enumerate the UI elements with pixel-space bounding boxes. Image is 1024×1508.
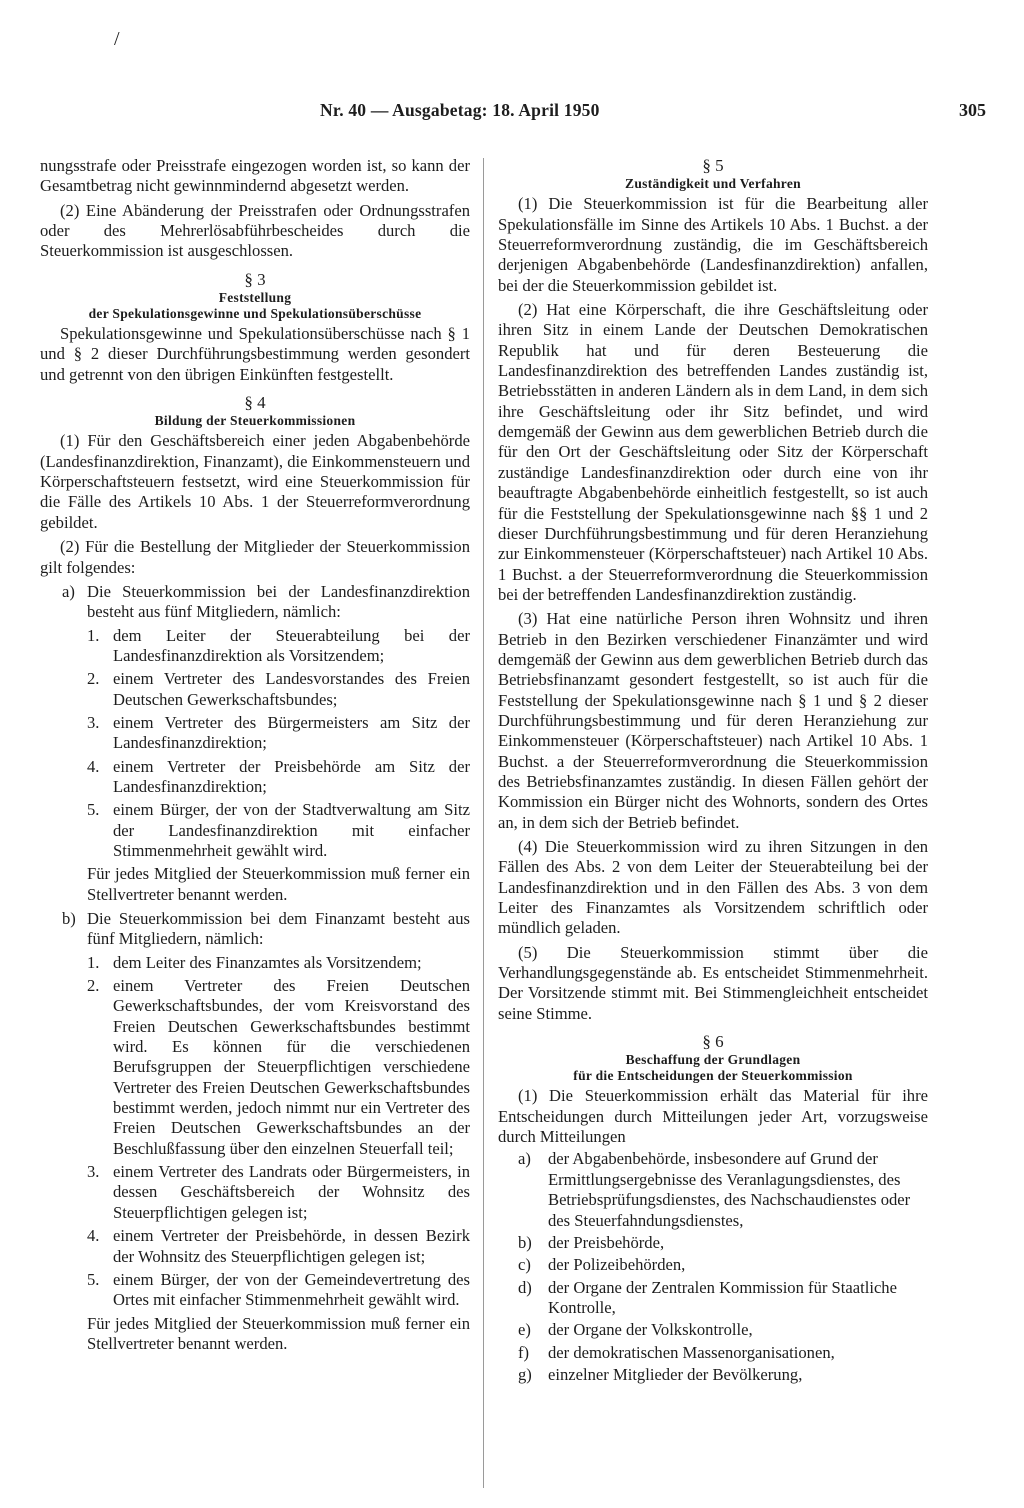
sub-label: 3. [87,712,100,732]
sub-label: 4. [87,1226,100,1246]
list-label: a) [62,581,75,601]
sub-item [87,976,470,1159]
sub-item [87,1270,470,1311]
sub-list [40,953,470,1311]
right-column [498,156,928,1385]
margin-mark: / [114,28,120,50]
section-heading-line: Feststellung [218,290,292,306]
list-label: b) [62,909,76,928]
list-item [518,1255,928,1275]
sub-item [87,626,470,667]
sub-text: dem Leiter des Finanzamtes als Vorsitzendem; [113,952,422,972]
list-text: der Polizeibehörden, [548,1255,686,1275]
sub-label: 5. [87,1269,100,1289]
column-divider [483,158,484,1488]
sub-item [87,757,470,798]
sub-label: 1. [87,625,100,645]
sub-text: einem Vertreter der Preisbehörde, in dessen Bezirk der Wohnsitz des Steuerpflichtigen gelegen ist; [113,1226,470,1266]
section-heading-line: für die Entscheidungen der Steuerkommission [573,1068,853,1084]
list-item [40,909,470,950]
sub-text: einem Vertreter des Bürgermeisters am Sitz der Landesfinanzdirektion; [113,712,470,753]
list-text: der Organe der Zentralen Kommission für Staatliche Kontrolle, [548,1277,897,1317]
list-note: Für jedes Mitglied der Steuerkommission muß ferner ein Stellvertreter benannt werden. [87,864,470,904]
section-number: § 3 [244,269,266,289]
sub-label: 2. [87,976,100,996]
list-text: Die Steuerkommission bei der Landesfinanzdirektion besteht aus fünf Mitgliedern, nämlich: [87,581,470,622]
paragraph: (2) Eine Abänderung der Preisstrafen oder Ordnungsstrafen oder des Mehrerlösabführbescheides durch die Steuerkommission ist ausgeschlossen. [40,200,470,261]
sub-label: 1. [87,952,100,972]
paragraph: (3) Hat eine natürliche Person ihren Wohnsitz und ihren Betrieb in den Bezirken verschiedener Finanzämter und wird demgemäß der Gewinn aus dem gewerblichen Betrieb durch das Betriebsfinanzamt gesondert festgestellt, so ist auch für die Feststellung der Spekulationsgewinne nach § 1 und § 2 dieser Durchführungsbestimmung und für deren Heranziehung zur Einkommensteuer (Körperschaftsteuer) nach Artikel 10 Abs. 1 Buchst. a der Steuerreformverordnung die Steuerkommission des Betriebsfinanzamtes zuständig. In diesen Fällen gehört der Kommission ein Bürger nicht des Wohnorts, sondern des Ortes an, in dem sich der Betrieb befindet. [498,609,928,832]
sub-label: 3. [87,1162,100,1182]
sub-text: einem Vertreter des Landesvorstandes des Freien Deutschen Gewerkschaftsbundes; [113,669,470,709]
list-text: Die Steuerkommission bei dem Finanzamt besteht aus fünf Mitgliedern, nämlich: [87,909,470,949]
list-label: b) [518,1232,532,1252]
paragraph: (5) Die Steuerkommission stimmt über die Verhandlungsgegenstände ab. Es entscheidet Stimmenmehrheit. Der Vorsitzende stimmt mit. Bei Stimmengleichheit entscheidet seine Stimme. [498,942,928,1023]
sub-item [87,800,470,861]
list-label: c) [518,1255,531,1275]
list-item [518,1149,928,1230]
page-header [320,100,986,130]
section-heading: Zuständigkeit und Verfahren [625,176,801,192]
section-heading [40,290,470,322]
list-item [518,1343,928,1363]
section-heading-line: Beschaffung der Grundlagen [625,1052,801,1068]
list-item [518,1278,928,1319]
list-text: der demokratischen Massenorganisationen, [548,1342,835,1362]
continued-paragraph: nungsstrafe oder Preisstrafe eingezogen worden ist, so kann der Gesamtbetrag nicht gewinnmindernd abgesetzt werden. [40,156,470,196]
section-heading-line: der Spekulationsgewinne und Spekulationsüberschüsse [88,306,422,322]
sub-text: einem Vertreter des Freien Deutschen Gewerkschaftsbundes, der vom Kreisvorstand des Freien Deutschen Gewerkschaftsbundes bestimmt wird. Es können für die verschiedenen Berufsgruppen der Steuerpflichtigen verschiedene Vertreter des Freien Deutschen Gewerkschaftsbundes bestimmt werden, jedoch nimmt nur ein Vertreter des Freien Deutschen Gewerkschaftsbundes an der Beschlußfassung über den einzelnen Steuerfall teil; [113,976,470,1158]
sub-text: einem Vertreter der Preisbehörde am Sitz der Landesfinanzdirektion; [113,756,470,796]
list-label: a) [518,1149,531,1169]
sub-list [40,626,470,862]
sub-label: 2. [87,669,100,689]
issue-title: Nr. 40 — Ausgabetag: 18. April 1950 [320,100,600,120]
list-label: e) [518,1320,531,1340]
list-text: der Preisbehörde, [548,1232,665,1252]
paragraph: (1) Die Steuerkommission ist für die Bearbeitung aller Spekulationsfälle im Sinne des Artikels 10 Abs. 1 Buchst. a der Steuerreformverordnung zuständig, die im Geschäftsbereich derjenigen Abgabenbehörde (Landesfinanzdirektion) anfallen, bei der die Steuerkommission gebildet ist. [498,194,928,295]
list-item [40,582,470,623]
sub-text: einem Bürger, der von der Stadtverwaltung am Sitz der Landesfinanzdirektion mit einfacher Stimmenmehrheit gewählt wird. [113,800,470,860]
list-note: Für jedes Mitglied der Steuerkommission muß ferner ein Stellvertreter benannt werden. [87,1313,470,1353]
sub-text: dem Leiter der Steuerabteilung bei der Landesfinanzdirektion als Vorsitzendem; [113,625,470,665]
list-item [518,1365,928,1385]
paragraph: (4) Die Steuerkommission wird zu ihren Sitzungen in den Fällen des Abs. 2 von dem Leiter der Steuerabteilung bei der Landesfinanzdirektion und in den Fällen des Abs. 3 von dem Leiter des Finanzamtes als Vorsitzendem schriftlich oder mündlich geladen. [498,837,928,938]
list-text: einzelner Mitglieder der Bevölkerung, [548,1364,803,1384]
paragraph: (2) Hat eine Körperschaft, die ihre Geschäftsleitung oder ihren Sitz in einem Lande der Deutschen Demokratischen Republik hat und für deren Besteuerung die Landesfinanzdirektion des betreffenden Landes zuständig ist, Betriebsstätten in anderen Ländern als in dem Land, in dem sich ihre Geschäftsleitung oder ihr Sitz befindet, und wird demgemäß der Gewinn aus dem gewerblichen Betrieb durch die für den Ort der Geschäftsleitung oder Sitz der Körperschaft zuständige Landesfinanzdirektion oder durch eine von ihr beauftragte Abgabenbehörde einheitlich festgestellt, so ist auch für die Feststellung der Spekulationsgewinne nach §§ 1 und 2 dieser Durchführungsbestimmung und für deren Heranziehung zur Einkommensteuer (Körperschaftsteuer) nach Artikel 10 Abs. 1 Buchst. a der Steuerreformverordnung die Steuerkommission bei der betreffenden Landesfinanzdirektion zuständig. [498,300,928,604]
list-label: g) [518,1364,532,1384]
left-column [40,156,470,1354]
sub-label: 5. [87,800,100,820]
section-number: § 5 [702,156,724,175]
list-label: d) [518,1277,532,1297]
sub-item [87,669,470,710]
section-number: § 4 [244,393,266,413]
paragraph: (2) Für die Bestellung der Mitglieder der Steuerkommission gilt folgendes: [40,537,470,577]
list-text: der Abgabenbehörde, insbesondere auf Grund der Ermittlungsergebnisse des Veranlagungsdienstes, des Betriebsprüfungsdienstes, des Nachschaudienstes oder des Steuerfahndungsdienstes, [548,1149,911,1230]
sub-item [87,953,470,973]
page-number: 305 [959,100,986,120]
paragraph: (1) Die Steuerkommission erhält das Material für ihre Entscheidungen durch Mitteilungen jeder Art, vorzugsweise durch Mitteilungen [498,1086,928,1147]
list-text: der Organe der Volkskontrolle, [548,1320,753,1340]
sub-label: 4. [87,756,100,776]
paragraph: (1) Für den Geschäftsbereich einer jeden Abgabenbehörde (Landesfinanzdirektion, Finanzamt), die Einkommensteuern und Körperschaftsteuern festsetzt, wird eine Steuerkommission für die Fälle des Artikels 10 Abs. 1 der Steuerreformverordnung gebildet. [40,431,470,532]
sub-item [87,1162,470,1223]
sub-text: einem Vertreter des Landrats oder Bürgermeisters, in dessen Geschäftsbereich der Wohnsitz des Steuerpflichtigen gelegen ist; [113,1162,470,1222]
list-label: f) [518,1342,530,1362]
sub-item [87,713,470,754]
list-item [518,1320,928,1340]
list-item [518,1233,928,1253]
sub-text: einem Bürger, der von der Gemeindevertretung des Ortes mit einfacher Stimmenmehrheit gewählt wird. [113,1269,470,1310]
sources-list [498,1149,928,1385]
paragraph: Spekulationsgewinne und Spekulationsüberschüsse nach § 1 und § 2 dieser Durchführungsbestimmung werden gesondert und getrennt von den übrigen Einkünften festgestellt. [40,324,470,384]
sub-item [87,1226,470,1267]
section-heading: Bildung der Steuerkommissionen [154,413,356,429]
section-number: § 6 [702,1032,724,1052]
section-heading [498,1052,928,1084]
